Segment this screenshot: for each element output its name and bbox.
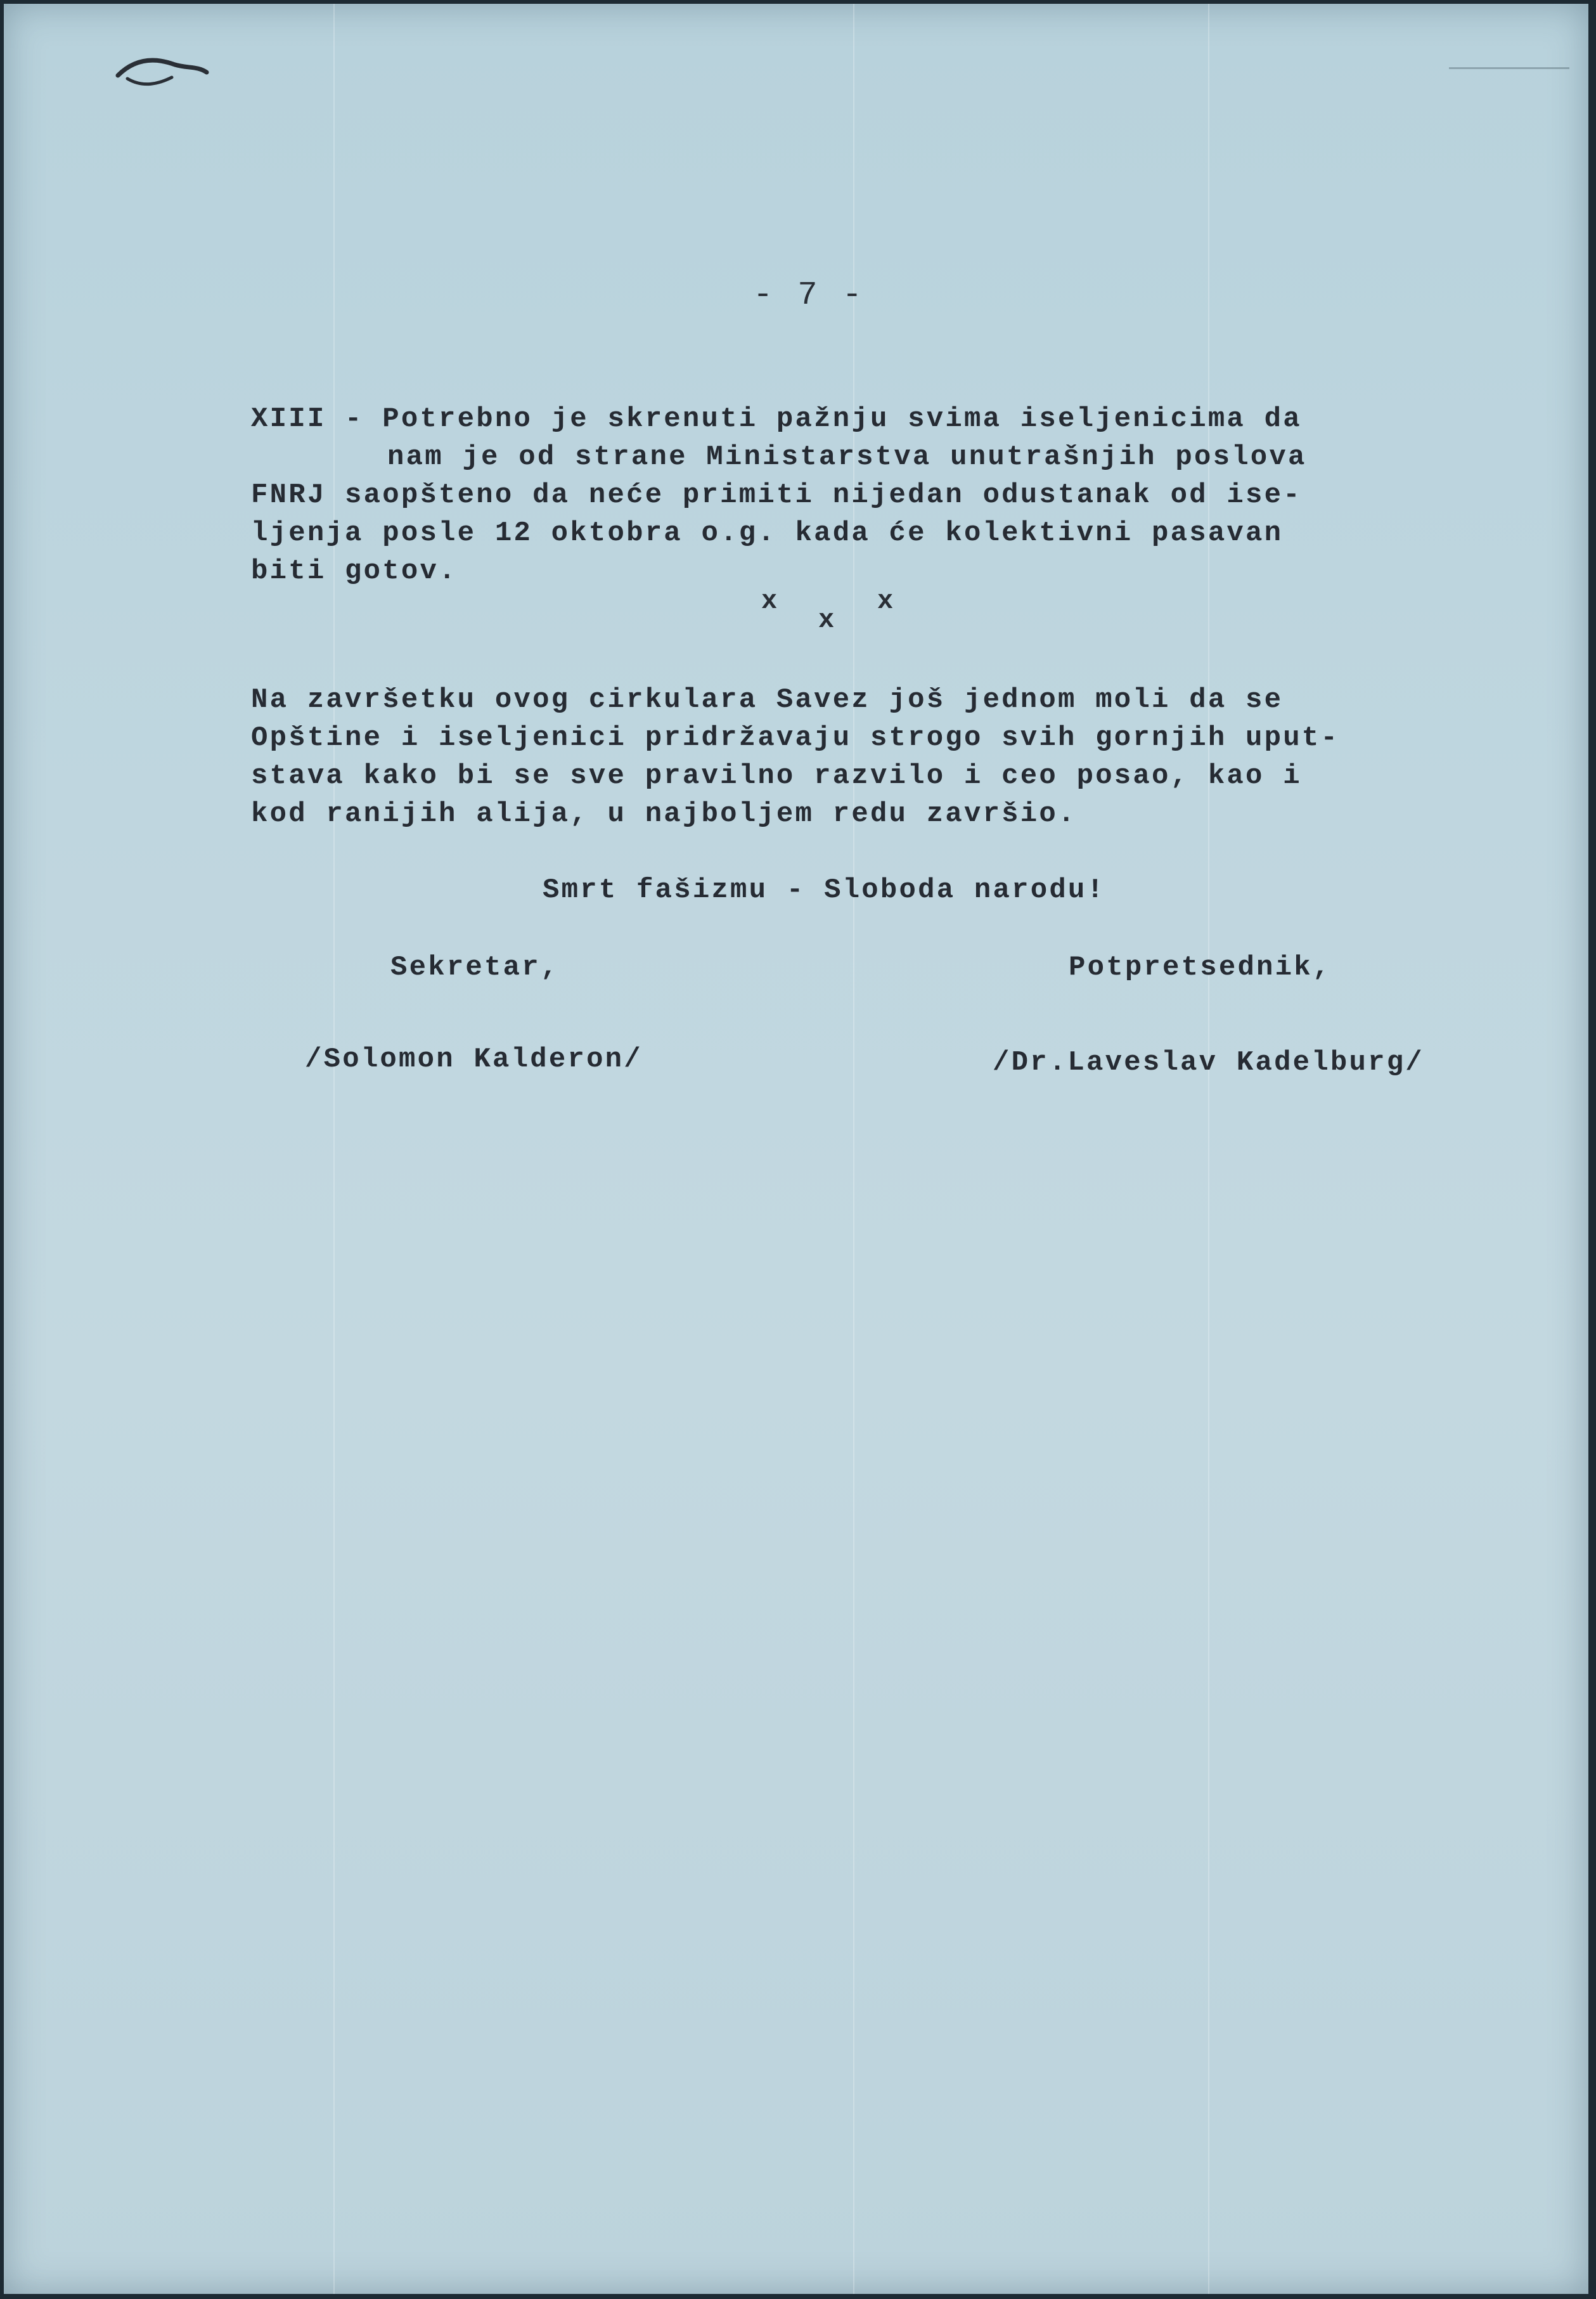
- separator-mark: x: [877, 586, 894, 616]
- closing-line: kod ranijih alija, u najboljem redu završio.: [251, 798, 1077, 830]
- scan-streak: [853, 4, 854, 2294]
- signature-left-name: /Solomon Kalderon/: [305, 1044, 643, 1075]
- signature-left-title: Sekretar,: [390, 952, 560, 983]
- section-xiii-line: nam je od strane Ministarstva unutrašnjih poslova: [387, 441, 1307, 473]
- section-xiii-line: XIII - Potrebno je skrenuti pažnju svima iseljenicima da: [251, 403, 1302, 435]
- scan-streak: [1208, 4, 1209, 2294]
- signature-right-name: /Dr.Laveslav Kadelburg/: [993, 1047, 1424, 1078]
- separator-mark: x: [818, 605, 835, 635]
- section-xiii-line: ljenja posle 12 oktobra o.g. kada će kolektivni pasavan: [251, 517, 1284, 549]
- section-xiii-line: FNRJ saopšteno da neće primiti nijedan odustanak od ise-: [251, 479, 1302, 511]
- scan-streak: [333, 4, 335, 2294]
- separator-mark: x: [761, 586, 778, 616]
- salutation: Smrt fašizmu - Sloboda narodu!: [543, 874, 1106, 906]
- signature-right-title: Potpretsednik,: [1069, 952, 1332, 983]
- section-xiii-line: biti gotov.: [251, 555, 458, 587]
- top-rule: [1449, 67, 1569, 69]
- document-page: [4, 4, 1588, 2294]
- closing-line: Opštine i iseljenici pridržavaju strogo svih gornjih uput-: [251, 722, 1340, 754]
- closing-line: Na završetku ovog cirkulara Savez još jednom moli da se: [251, 684, 1284, 716]
- page-number: - 7 -: [752, 276, 865, 314]
- closing-line: stava kako bi se sve pravilno razvilo i ceo posao, kao i: [251, 760, 1302, 792]
- ink-mark-icon: [115, 53, 210, 91]
